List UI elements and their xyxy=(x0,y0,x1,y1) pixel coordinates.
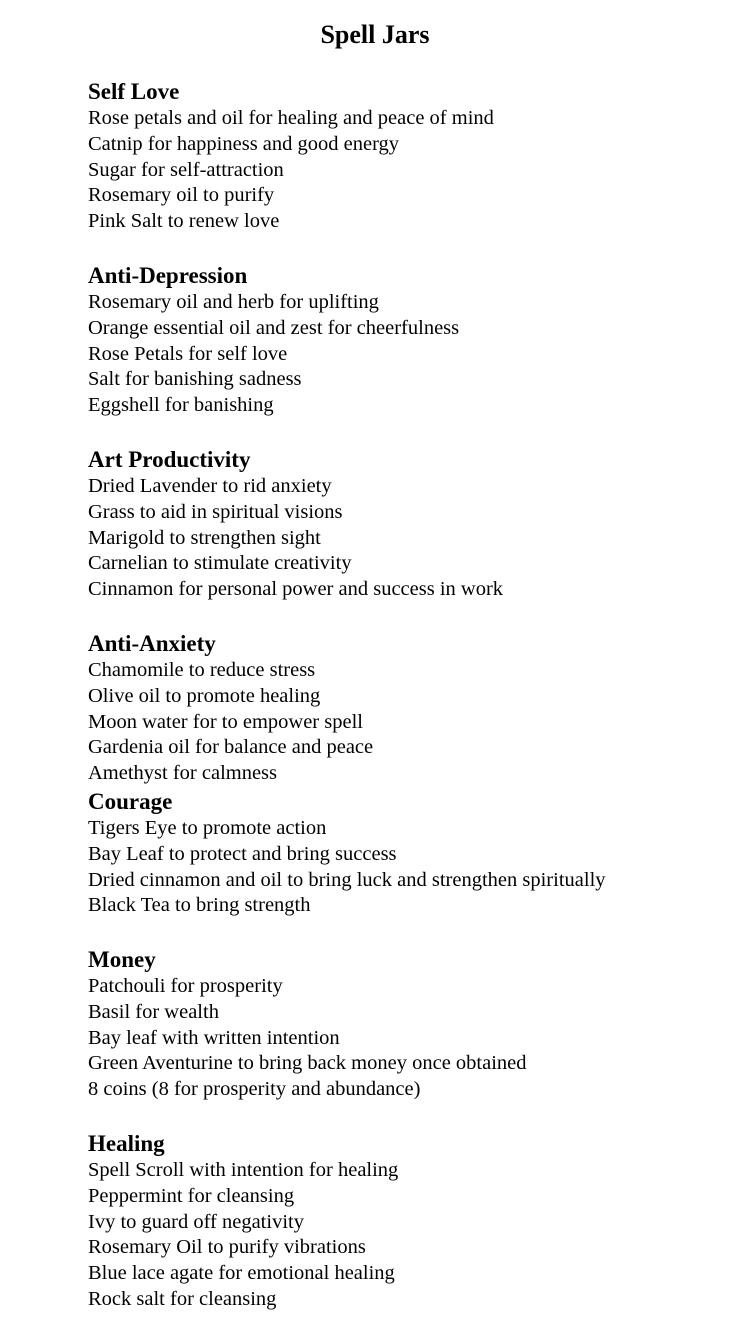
list-item: Peppermint for cleansing xyxy=(88,1184,295,1207)
section-self-love xyxy=(88,78,728,235)
list-item: Eggshell for banishing xyxy=(88,394,274,417)
list-item: 8 coins (8 for prosperity and abundance) xyxy=(88,1078,421,1101)
list-item: Orange essential oil and zest for cheerfulness xyxy=(88,316,460,339)
ingredient-list xyxy=(88,816,728,919)
section-heading: Art Productivity xyxy=(88,447,251,472)
list-item: Moon water for to empower spell xyxy=(88,710,363,733)
list-item: Cinnamon for personal power and success in work xyxy=(88,578,504,601)
list-item: Ivy to guard off negativity xyxy=(88,1210,304,1233)
section-healing xyxy=(88,1130,728,1313)
section-courage xyxy=(88,788,728,919)
section-heading: Healing xyxy=(88,1131,165,1156)
section-heading: Courage xyxy=(88,789,173,814)
list-item: Dried cinnamon and oil to bring luck and strengthen spiritually xyxy=(88,868,606,891)
list-item: Olive oil to promote healing xyxy=(88,684,321,707)
list-item: Dried Lavender to rid anxiety xyxy=(88,475,332,497)
list-item: Green Aventurine to bring back money once obtained xyxy=(88,1052,527,1075)
page-title: Spell Jars xyxy=(320,20,430,49)
list-item: Black Tea to bring strength xyxy=(88,894,311,917)
ingredient-list xyxy=(88,658,728,787)
list-item: Rosemary Oil to purify vibrations xyxy=(88,1236,366,1259)
list-item: Rosemary oil and herb for uplifting xyxy=(88,291,379,313)
list-item: Gardenia oil for balance and peace xyxy=(88,736,374,759)
list-item: Rock salt for cleansing xyxy=(88,1287,277,1310)
list-item: Catnip for happiness and good energy xyxy=(88,132,400,155)
list-item: Sugar for self-attraction xyxy=(88,158,284,181)
section-heading: Self Love xyxy=(88,79,180,104)
section-art-productivity xyxy=(88,446,728,603)
section-heading: Anti-Depression xyxy=(88,263,248,288)
ingredient-list xyxy=(88,1158,728,1313)
list-item: Rose petals and oil for healing and peace of mind xyxy=(88,107,494,129)
ingredient-list xyxy=(88,974,728,1103)
list-item: Tigers Eye to promote action xyxy=(88,817,327,839)
list-item: Amethyst for calmness xyxy=(88,762,278,785)
list-item: Rose Petals for self love xyxy=(88,342,288,365)
list-item: Grass to aid in spiritual visions xyxy=(88,500,343,523)
list-item: Carnelian to stimulate creativity xyxy=(88,552,352,575)
list-item: Salt for banishing sadness xyxy=(88,368,302,391)
section-anti-anxiety xyxy=(88,630,728,787)
list-item: Patchouli for prosperity xyxy=(88,975,283,997)
ingredient-list xyxy=(88,290,728,419)
ingredient-list xyxy=(88,106,728,235)
list-item: Blue lace agate for emotional healing xyxy=(88,1262,395,1285)
section-heading: Anti-Anxiety xyxy=(88,631,216,656)
list-item: Marigold to strengthen sight xyxy=(88,526,321,549)
list-item: Basil for wealth xyxy=(88,1000,219,1023)
list-item: Pink Salt to renew love xyxy=(88,210,280,233)
list-item: Chamomile to reduce stress xyxy=(88,659,316,681)
list-item: Bay Leaf to protect and bring success xyxy=(88,842,397,865)
list-item: Spell Scroll with intention for healing xyxy=(88,1159,399,1181)
section-anti-depression xyxy=(88,262,728,419)
list-item: Rosemary oil to purify xyxy=(88,184,275,207)
ingredient-list xyxy=(88,474,728,603)
section-money xyxy=(88,946,728,1103)
section-heading: Money xyxy=(88,947,156,972)
list-item: Bay leaf with written intention xyxy=(88,1026,340,1049)
